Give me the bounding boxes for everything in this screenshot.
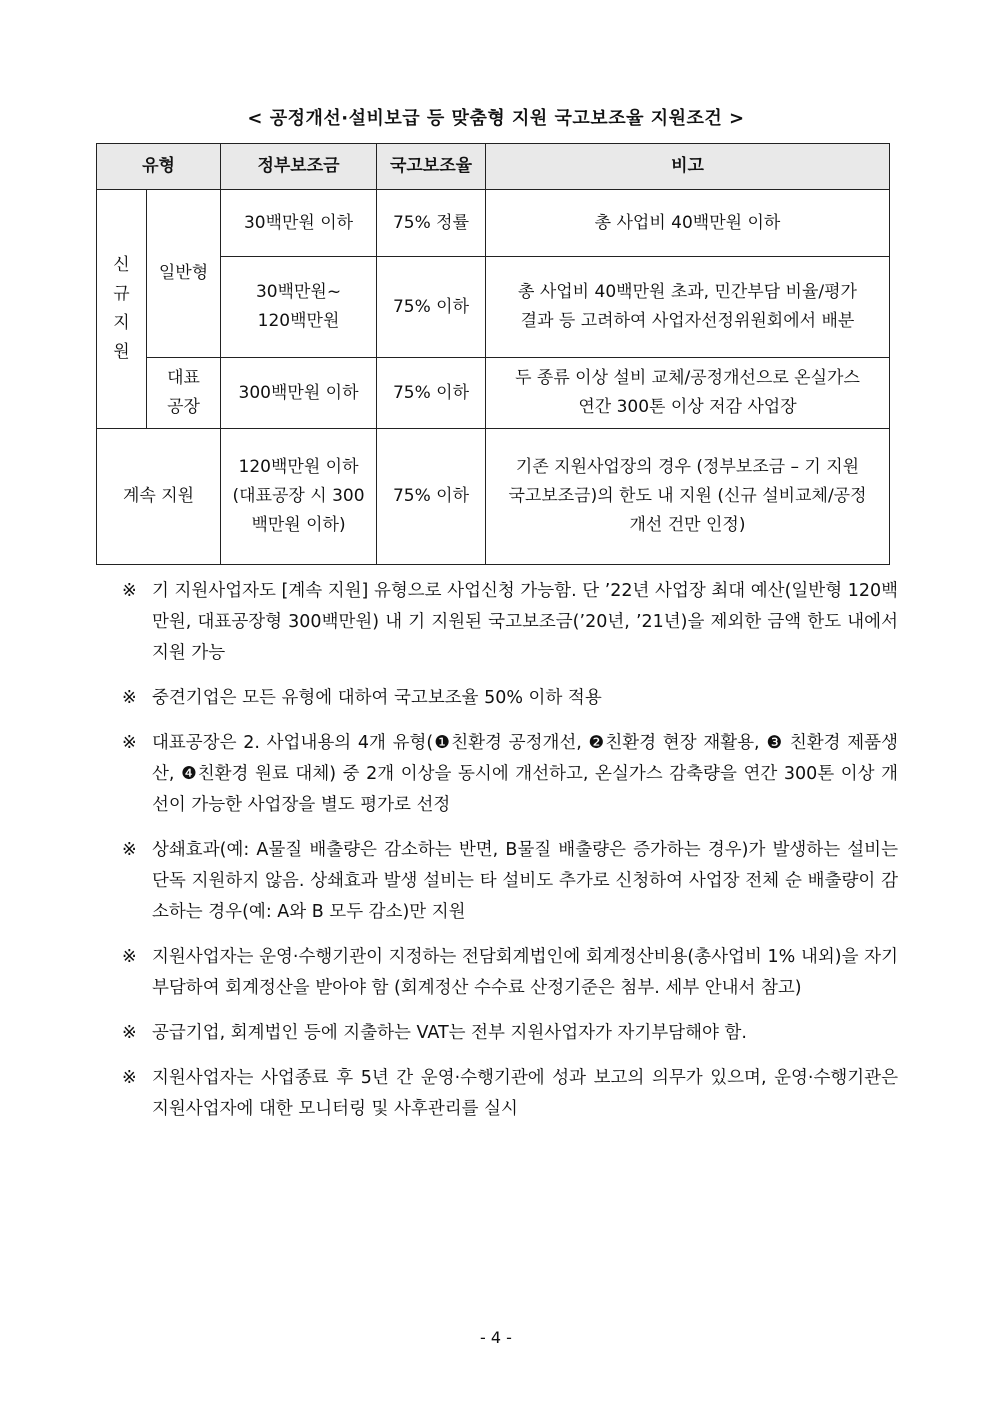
group-new-label: 신규지원 xyxy=(113,255,130,362)
reference-mark: ※ xyxy=(122,1023,137,1043)
note-item xyxy=(122,576,898,669)
reference-mark: ※ xyxy=(122,1068,137,1088)
grant-cell: 30백만원~ 120백만원 xyxy=(221,257,377,358)
reference-mark: ※ xyxy=(122,581,137,601)
grant-cell: 300백만원 이하 xyxy=(221,358,377,429)
notes-list xyxy=(122,576,898,1139)
grant-cell: 30백만원 이하 xyxy=(221,190,377,257)
table-title: < 공정개선·설비보급 등 맞춤형 지원 국고보조율 지원조건 > xyxy=(247,108,745,129)
note-text: 대표공장은 2. 사업내용의 4개 유형(❶친환경 공정개선, ❷친환경 현장 재활용, ❸ 친환경 제품생산, ❹친환경 원료 대체) 중 2개 이상을 동시에 개선하고, 온실가스 감축량을 연간 300톤 이상 개선이 가능한 사업장을 별도 평가로 선정 xyxy=(152,733,898,815)
note-text: 기 지원사업자도 [계속 지원] 유형으로 사업신청 가능함. 단 ’22년 사업장 최대 예산(일반형 120백만원, 대표공장형 300백만원) 내 기 지원된 국고보조금(’20년, ’21년)을 제외한 금액 한도 내에서 지원 가능 xyxy=(152,581,898,663)
table-row xyxy=(97,190,890,257)
note-cell: 두 종류 이상 설비 교체/공정개선으로 온실가스 연간 300톤 이상 저감 사업장 xyxy=(486,358,890,429)
note-text: 지원사업자는 사업종료 후 5년 간 운영·수행기관에 성과 보고의 의무가 있으며, 운영·수행기관은 지원사업자에 대한 모니터링 및 사후관리를 실시 xyxy=(152,1068,898,1119)
reference-mark: ※ xyxy=(122,840,137,860)
note-text: 공급기업, 회계법인 등에 지출하는 VAT는 전부 지원사업자가 자기부담해야 함. xyxy=(152,1023,747,1043)
note-item xyxy=(122,1063,898,1125)
rate-cell: 75% 이하 xyxy=(377,257,486,358)
header-type: 유형 xyxy=(97,144,221,190)
type-continuing: 계속 지원 xyxy=(97,429,221,565)
table-header-row xyxy=(97,144,890,190)
reference-mark: ※ xyxy=(122,733,137,753)
note-text: 상쇄효과(예: A물질 배출량은 감소하는 반면, B물질 배출량은 증가하는 경우)가 발생하는 설비는 단독 지원하지 않음. 상쇄효과 발생 설비는 타 설비도 추가로 신청하여 사업장 전체 순 배출량이 감소하는 경우(예: A와 B 모두 감소)만 지원 xyxy=(152,840,898,922)
note-text: 지원사업자는 운영·수행기관이 지정하는 전담회계법인에 회계정산비용(총사업비 1% 내외)을 자기부담하여 회계정산을 받아야 함 (회계정산 수수료 산정기준은 첨부. 세부 안내서 참고) xyxy=(152,947,898,998)
note-item xyxy=(122,683,898,714)
note-cell: 기존 지원사업장의 경우 (정부보조금 – 기 지원 국고보조금)의 한도 내 지원 (신규 설비교체/공정개선 건만 인정) xyxy=(486,429,890,565)
note-item xyxy=(122,942,898,1004)
rate-cell: 75% 정률 xyxy=(377,190,486,257)
table-row xyxy=(97,429,890,565)
rate-cell: 75% 이하 xyxy=(377,358,486,429)
support-conditions-table xyxy=(96,143,890,565)
reference-mark: ※ xyxy=(122,947,137,967)
table-row xyxy=(97,358,890,429)
note-item xyxy=(122,835,898,928)
subtype-flagship: 대표공장 xyxy=(147,358,221,429)
note-text: 중견기업은 모든 유형에 대하여 국고보조율 50% 이하 적용 xyxy=(152,688,602,708)
note-item xyxy=(122,728,898,821)
note-cell: 총 사업비 40백만원 이하 xyxy=(486,190,890,257)
header-rate: 국고보조율 xyxy=(377,144,486,190)
group-new-support xyxy=(97,190,147,429)
rate-cell: 75% 이하 xyxy=(377,429,486,565)
header-note: 비고 xyxy=(486,144,890,190)
page-number: - 4 - xyxy=(480,1328,512,1347)
note-cell: 총 사업비 40백만원 초과, 민간부담 비율/평가 결과 등 고려하여 사업자선정위원회에서 배분 xyxy=(486,257,890,358)
header-grant: 정부보조금 xyxy=(221,144,377,190)
reference-mark: ※ xyxy=(122,688,137,708)
grant-cell: 120백만원 이하 (대표공장 시 300백만원 이하) xyxy=(221,429,377,565)
subtype-general: 일반형 xyxy=(147,190,221,358)
note-item xyxy=(122,1018,898,1049)
